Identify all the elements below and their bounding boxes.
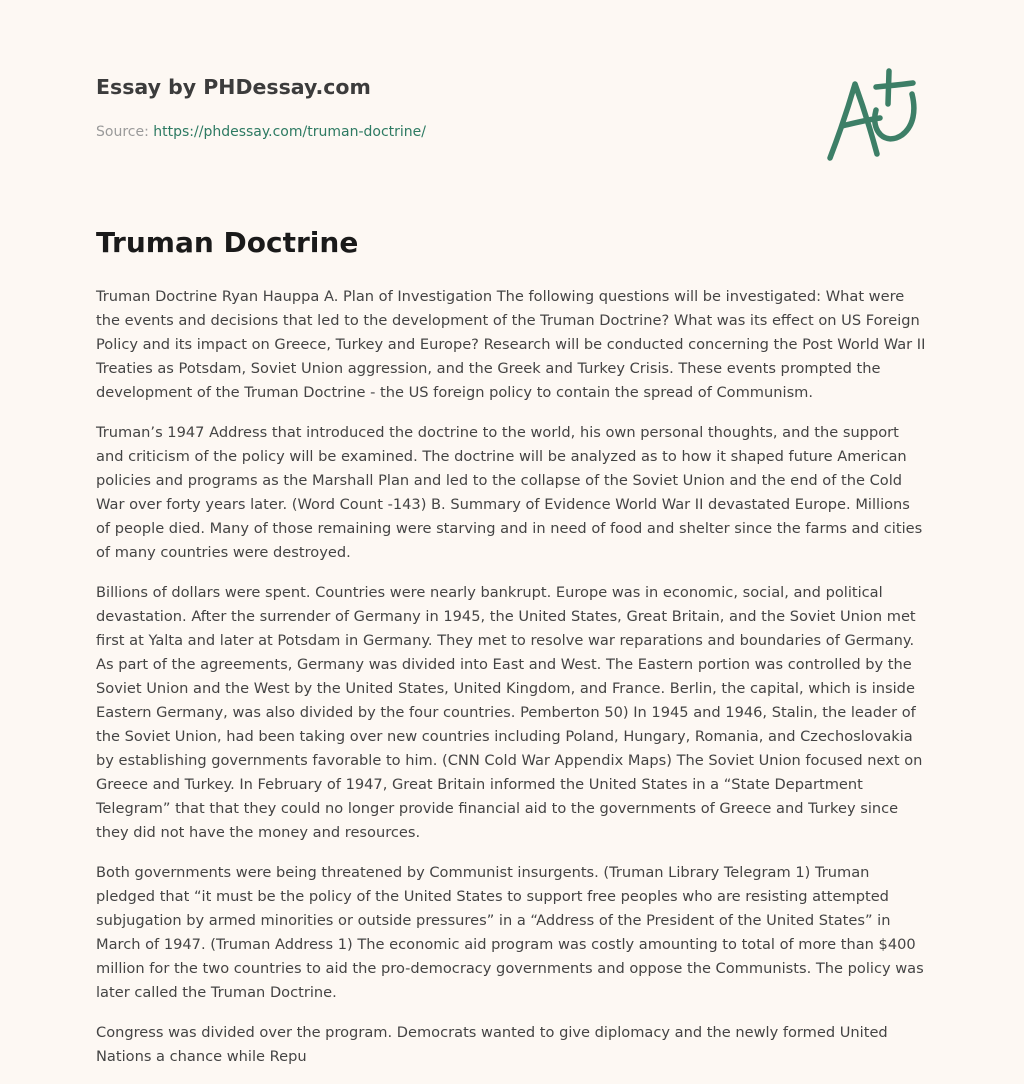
essay-paragraph: Billions of dollars were spent. Countries were nearly bankrupt. Europe was in economic, social, and political devastation. After the surrender of Germany in 1945, the United States, Great Britain, and the Soviet Union met first at Yalta and later at Potsdam in Germany. They met to resolve war reparations and boundaries of Germany. As part of the agreements, Germany was divided into East and West. The Eastern portion was controlled by the Soviet Union and the West by the United States, United Kingdom, and France. Berlin, the capital, which is inside Eastern Germany, was also divided by the four countries. Pemberton 50) In 1945 and 1946, Stalin, the leader of the Soviet Union, had been taking over new countries including Poland, Hungary, Romania, and Czechoslovakia by establishing governments favorable to him. (CNN Cold War Appendix Maps) The Soviet Union focused next on Greece and Turkey. In February of 1947, Great Britain informed the United States in a “State Department Telegram” that that they could no longer provide financial aid to the governments of Greece and Turkey since they did not have the money and resources. xyxy=(96,584,923,841)
essay-title: Truman Doctrine xyxy=(96,226,359,259)
essay-body xyxy=(96,285,928,1084)
a-plus-logo-icon xyxy=(822,66,926,166)
source-link[interactable]: https://phdessay.com/truman-doctrine/ xyxy=(153,124,426,140)
source-label: Source: xyxy=(96,124,149,140)
essay-paragraph: Both governments were being threatened by Communist insurgents. (Truman Library Telegram 1) Truman pledged that “it must be the policy of the United States to support free peoples who are resisting attempted subjugation by armed minorities or outside pressures” in a “Address of the President of the United States” in March of 1947. (Truman Address 1) The economic aid program was costly amounting to total of more than $400 million for the two countries to aid the pro-democracy governments and oppose the Communists. The policy was later called the Truman Doctrine. xyxy=(96,864,924,1001)
essay-paragraph: Truman’s 1947 Address that introduced the doctrine to the world, his own personal thoughts, and the support and criticism of the policy will be examined. The doctrine will be analyzed as to how it shaped future American policies and programs as the Marshall Plan and led to the collapse of the Soviet Union and the end of the Cold War over forty years later. (Word Count -143) B. Summary of Evidence World War II devastated Europe. Millions of people died. Many of those remaining were starving and in need of food and shelter since the farms and cities of many countries were destroyed. xyxy=(96,424,923,561)
source-line xyxy=(96,124,426,140)
essay-paragraph: Truman Doctrine Ryan Hauppa A. Plan of Investigation The following questions will be investigated: What were the events and decisions that led to the development of the Truman Doctrine? What was its effect on US Foreign Policy and its impact on Greece, Turkey and Europe? Research will be conducted concerning the Post World War II Treaties as Potsdam, Soviet Union aggression, and the Greek and Turkey Crisis. These events prompted the development of the Truman Doctrine - the US foreign policy to contain the spread of Communism. xyxy=(96,288,926,401)
essay-paragraph: Congress was divided over the program. Democrats wanted to give diplomacy and the newly formed United Nations a chance while Repu xyxy=(96,1024,888,1065)
site-title: Essay by PHDessay.com xyxy=(96,75,371,99)
